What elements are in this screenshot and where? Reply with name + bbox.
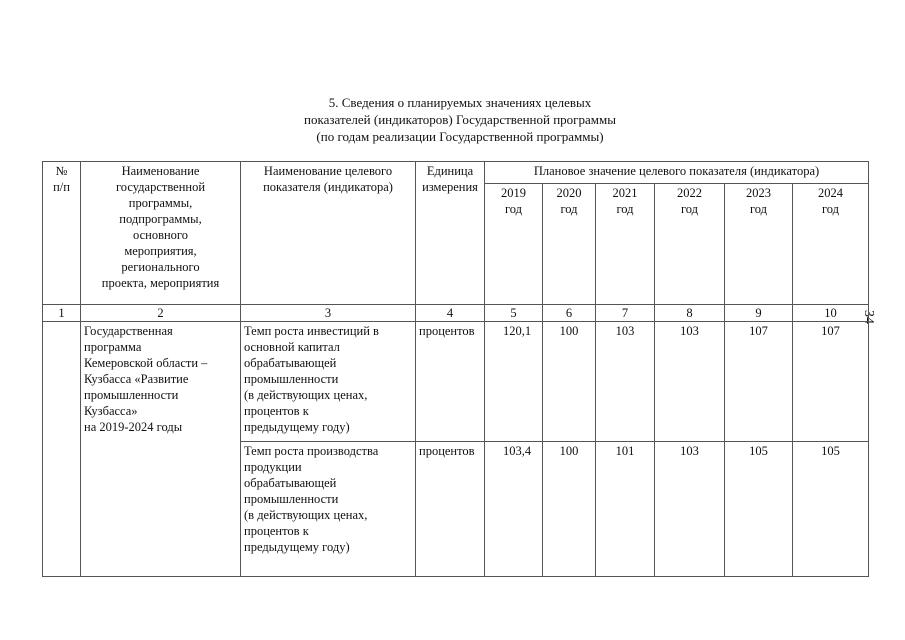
year-word: год: [504, 202, 523, 216]
value-2023: 107: [725, 322, 793, 442]
column-number: 6: [543, 305, 596, 322]
header-planned: Плановое значение целевого показателя (индикатора): [485, 162, 869, 184]
indicator-line: Темп роста производства: [244, 444, 379, 458]
program-name-line: программа: [84, 340, 142, 354]
header-indicator-line: показателя (индикатора): [263, 180, 393, 194]
indicator-line: (в действующих ценах,: [244, 508, 368, 522]
unit-cell: процентов: [416, 322, 485, 442]
program-name-line: промышленности: [84, 388, 179, 402]
column-number: 3: [241, 305, 416, 322]
header-program-line: регионального: [121, 260, 200, 274]
program-name-line: на 2019-2024 годы: [84, 420, 183, 434]
header-year-2024: [793, 184, 869, 305]
value-2020: 100: [543, 322, 596, 442]
program-name-line: Кузбасса «Развитие: [84, 372, 189, 386]
page-number: 34: [861, 310, 876, 324]
indicator-line: основной капитал: [244, 340, 340, 354]
header-unit-line: Единица: [426, 164, 474, 178]
value-2023: 105: [725, 442, 793, 577]
header-program-line: подпрограммы,: [119, 212, 202, 226]
value-2022: 103: [655, 442, 725, 577]
indicator-line: промышленности: [244, 492, 339, 506]
year-number: 2023: [746, 186, 771, 200]
header-year-2022: [655, 184, 725, 305]
title-line-2: показателей (индикаторов) Государственной программы: [304, 112, 616, 127]
column-number: 9: [725, 305, 793, 322]
indicator-line: Темп роста инвестиций в: [244, 324, 379, 338]
header-num-line: №: [55, 164, 68, 178]
column-number: 1: [43, 305, 81, 322]
row-number-cell: [43, 322, 81, 577]
table-row: [43, 322, 869, 442]
value-2021: 101: [596, 442, 655, 577]
header-indicator-line: Наименование целевого: [263, 164, 393, 178]
unit-cell: процентов: [416, 442, 485, 577]
header-row: [43, 162, 869, 184]
header-program-line: проекта, мероприятия: [101, 276, 220, 290]
indicator-line: обрабатывающей: [244, 476, 337, 490]
value-2022: 103: [655, 322, 725, 442]
year-word: год: [821, 202, 840, 216]
indicator-line: процентов к: [244, 404, 309, 418]
year-word: год: [560, 202, 578, 216]
header-program-line: Наименование: [121, 164, 200, 178]
year-number: 2024: [818, 186, 843, 200]
year-number: 2019: [501, 186, 526, 200]
column-number: 7: [596, 305, 655, 322]
column-number: 10: [793, 305, 869, 322]
column-number: 2: [81, 305, 241, 322]
indicator-name-cell: [241, 442, 416, 577]
value-2019: 103,4: [485, 442, 543, 577]
indicator-line: предыдущему году): [244, 540, 350, 554]
title-line-3: (по годам реализации Государственной программы): [316, 129, 604, 144]
indicator-line: промышленности: [244, 372, 339, 386]
header-program-line: основного: [133, 228, 188, 242]
indicator-name-cell: [241, 322, 416, 442]
header-year-2019: [485, 184, 543, 305]
year-number: 2022: [677, 186, 702, 200]
value-2021: 103: [596, 322, 655, 442]
column-number: 5: [485, 305, 543, 322]
header-unit-line: измерения: [422, 180, 478, 194]
year-number: 2021: [612, 186, 638, 200]
year-word: год: [680, 202, 699, 216]
program-name-line: Государственная: [84, 324, 173, 338]
column-number: 8: [655, 305, 725, 322]
header-num-line: п/п: [53, 180, 70, 194]
document-title: [200, 94, 720, 145]
value-2019: 120,1: [485, 322, 543, 442]
header-year-2023: [725, 184, 793, 305]
header-unit: [416, 162, 485, 305]
value-2020: 100: [543, 442, 596, 577]
header-program: [81, 162, 241, 305]
indicator-line: обрабатывающей: [244, 356, 337, 370]
header-program-line: программы,: [128, 196, 193, 210]
indicators-table: [42, 161, 869, 577]
header-year-2020: [543, 184, 596, 305]
indicator-line: предыдущему году): [244, 420, 350, 434]
value-2024: 107: [793, 322, 869, 442]
indicator-line: процентов к: [244, 524, 309, 538]
title-line-1: 5. Сведения о планируемых значениях целевых: [328, 95, 592, 110]
indicator-line: продукции: [244, 460, 302, 474]
year-word: год: [749, 202, 768, 216]
header-year-2021: [596, 184, 655, 305]
indicator-line: (в действующих ценах,: [244, 388, 368, 402]
header-num: [43, 162, 81, 305]
header-program-line: государственной: [115, 180, 206, 194]
program-name-line: Кемеровской области –: [84, 356, 208, 370]
header-indicator: [241, 162, 416, 305]
value-2024: 105: [793, 442, 869, 577]
column-number: 4: [416, 305, 485, 322]
program-name-cell: [81, 322, 241, 577]
column-number-row: [43, 305, 869, 322]
header-program-line: мероприятия,: [124, 244, 197, 258]
year-word: год: [616, 202, 634, 216]
program-name-line: Кузбасса»: [84, 404, 138, 418]
year-number: 2020: [556, 186, 582, 200]
